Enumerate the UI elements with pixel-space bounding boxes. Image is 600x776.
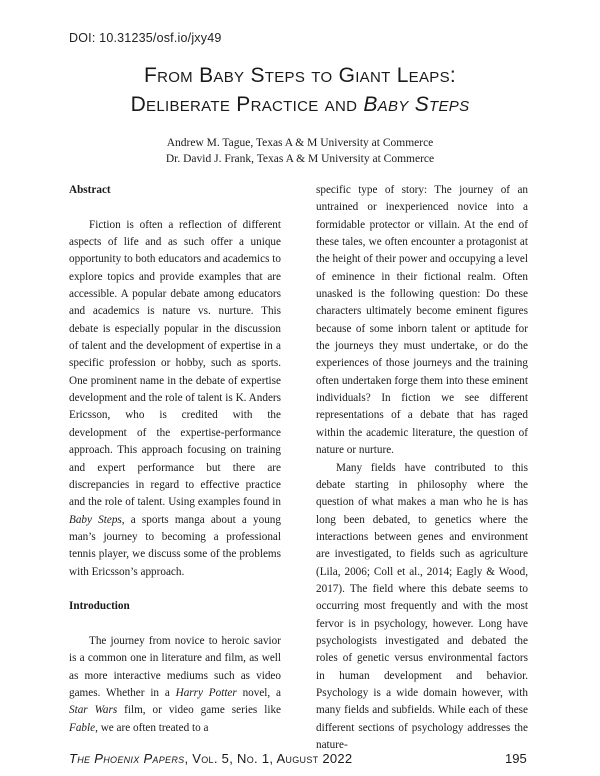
title-prefix: Deliberate Practice and xyxy=(130,93,364,116)
journal-name: The Phoenix Papers xyxy=(69,751,185,766)
introduction-paragraph-1: The journey from novice to heroic savior is a common one in literature and film, as well as more interactive mediums such as video games. Whether in a Harry Potter novel, a Star Wars film, or video game series like Fable, we are often treated to a xyxy=(69,634,281,734)
abstract-heading: Abstract xyxy=(69,184,111,196)
doi-line: DOI: 10.31235/osf.io/jxy49 xyxy=(69,31,222,45)
introduction-paragraph-1-continued: specific type of story: The journey of an untrained or inexperienced novice into a formidable protector or villain. At the end of these tales, we often encounter a protagonist at the height of their power and occupying a level of eminence in their fictional realm. Often unasked is the following question: Do these characters ultimately become eminent figures because of some inborn talent or aptitude for the journeys they must undertake, or do the experiences of those journeys and the training often undertaken forge them into these eminent individuals? In fiction we see different representations of a debate that has raged within the academic literature, the question of nature or nurture. xyxy=(316,184,528,457)
right-column xyxy=(316,182,528,754)
author-1: Andrew M. Tague, Texas A & M University at Commerce xyxy=(166,137,434,149)
journal-footer xyxy=(69,751,352,766)
introduction-paragraph-2: Many fields have contributed to this debate starting in philosophy where the question of what makes a man who he is has long been debated, to genetics where the interactions between genes and environment are investigated, to fields such as agriculture (Lila, 2006; Coll et al., 2014; Eagly & Wood, 2017). The field where this debate seems to occurring most frequently and with the most fervor is in psychology, however. Long have psychologists investigated and debated the roles of genetic versus environmental factors in human development and behavior. Psychology is a wide domain however, with many fields and subfields. While each of these different sections of psychology addresses the nature- xyxy=(316,461,528,751)
page-number: 195 xyxy=(505,751,527,766)
paper-title-line-2 xyxy=(60,93,540,117)
abstract-italic-title: Baby Steps xyxy=(69,513,122,526)
left-column xyxy=(69,182,281,737)
title-italic: Baby Steps xyxy=(363,93,470,116)
paper-title-line-1: From Baby Steps to Giant Leaps: xyxy=(143,64,457,87)
introduction-heading: Introduction xyxy=(69,600,130,613)
author-2: Dr. David J. Frank, Texas A & M University at Commerce xyxy=(165,153,435,165)
abstract-paragraph: Fiction is often a reflection of different aspects of life and as such offer a unique opportunity to both educators and academics to explore topics and provide examples that are accessible. A popular debate among educators and academics is nature vs. nurture. This debate is especially popular in the discussion of talent and the development of expertise in a specific profession or hobby, such as sports. One prominent name in the debate of expertise development and the role of talent is K. Anders Ericsson, who is credited with the development of the expertise-performance approach. This approach focusing on training and expert performance but there are discrepancies in regard to effective practice and the role of talent. Using examples found in Baby Steps, a sports manga about a young man’s journey to becoming a professional tennis player, we discuss some of the problems with Ericsson’s approach. xyxy=(69,218,281,578)
journal-issue: , Vol. 5, No. 1, August 2022 xyxy=(184,751,353,766)
